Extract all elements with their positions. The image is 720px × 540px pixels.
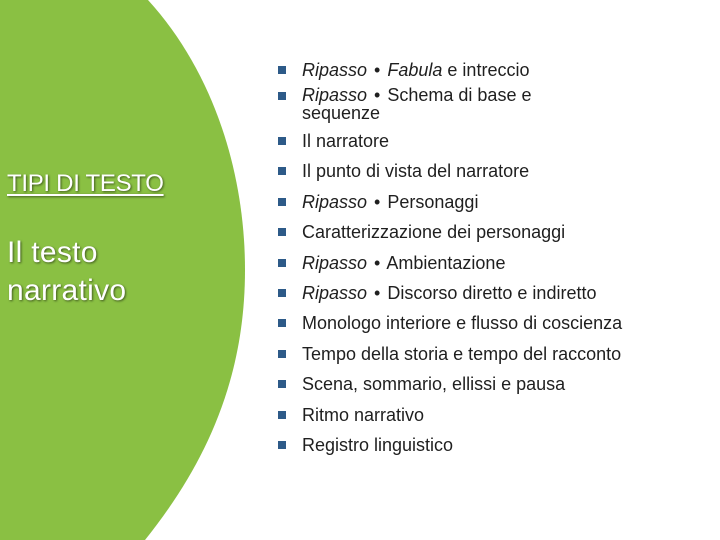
list-item xyxy=(278,405,708,425)
square-bullet-icon xyxy=(278,319,286,327)
topic-prefix: Ripasso xyxy=(302,252,368,273)
topic-text: Caratterizzazione dei personaggi xyxy=(302,222,566,243)
topic-separator: • xyxy=(374,282,381,303)
square-bullet-icon xyxy=(278,289,286,297)
square-bullet-icon xyxy=(278,228,286,236)
topic-prefix: Ripasso xyxy=(302,282,368,303)
list-item xyxy=(278,60,708,80)
slide-title-line-2: narrativo xyxy=(7,274,127,307)
list-item xyxy=(278,222,708,242)
topic-text: Il narratore xyxy=(302,131,390,151)
topic-wrap xyxy=(302,86,542,122)
topic-text: Registro linguistico xyxy=(302,434,454,455)
topic-text: Ambientazione xyxy=(386,252,506,273)
topic-text: Il punto di vista del narratore xyxy=(302,161,530,182)
topic-text: e intreccio xyxy=(442,60,530,80)
square-bullet-icon xyxy=(278,198,286,206)
title-block xyxy=(7,170,197,310)
topic-prefix: Ripasso xyxy=(302,60,368,80)
square-bullet-icon xyxy=(278,259,286,267)
topic-prefix: Ripasso xyxy=(302,191,368,212)
topic-text: Tempo della storia e tempo del racconto xyxy=(302,343,622,364)
list-item xyxy=(278,86,708,122)
square-bullet-icon xyxy=(278,350,286,358)
topic-emphasis: Fabula xyxy=(387,60,443,80)
topic-text: Ritmo narrativo xyxy=(302,404,425,425)
square-bullet-icon xyxy=(278,411,286,419)
topic-separator: • xyxy=(374,60,381,80)
section-label: TIPI DI TESTO xyxy=(7,170,164,197)
topic-prefix: Ripasso xyxy=(302,85,368,105)
topic-text: Scena, sommario, ellissi e pausa xyxy=(302,374,566,395)
slide-title-line-1: Il testo xyxy=(7,236,98,269)
topic-text: Schema di base e sequenze xyxy=(302,85,532,123)
list-item xyxy=(278,192,708,212)
square-bullet-icon xyxy=(278,167,286,175)
topic-list xyxy=(278,60,708,465)
list-item xyxy=(278,283,708,303)
square-bullet-icon xyxy=(278,137,286,145)
topic-text: Personaggi xyxy=(387,191,479,212)
slide-title xyxy=(7,234,197,310)
topic-separator: • xyxy=(374,85,381,105)
list-item xyxy=(278,344,708,364)
list-item xyxy=(278,161,708,181)
topic-separator: • xyxy=(374,252,381,273)
square-bullet-icon xyxy=(278,380,286,388)
square-bullet-icon xyxy=(278,441,286,449)
square-bullet-icon xyxy=(278,66,286,74)
list-item xyxy=(278,131,708,151)
square-bullet-icon xyxy=(278,92,286,100)
topic-separator: • xyxy=(374,191,381,212)
topic-text: Discorso diretto e indiretto xyxy=(387,282,597,303)
topic-text: Monologo interiore e flusso di coscienza xyxy=(302,313,623,334)
list-item xyxy=(278,374,708,394)
list-item xyxy=(278,313,708,333)
list-item xyxy=(278,253,708,273)
list-item xyxy=(278,435,708,455)
